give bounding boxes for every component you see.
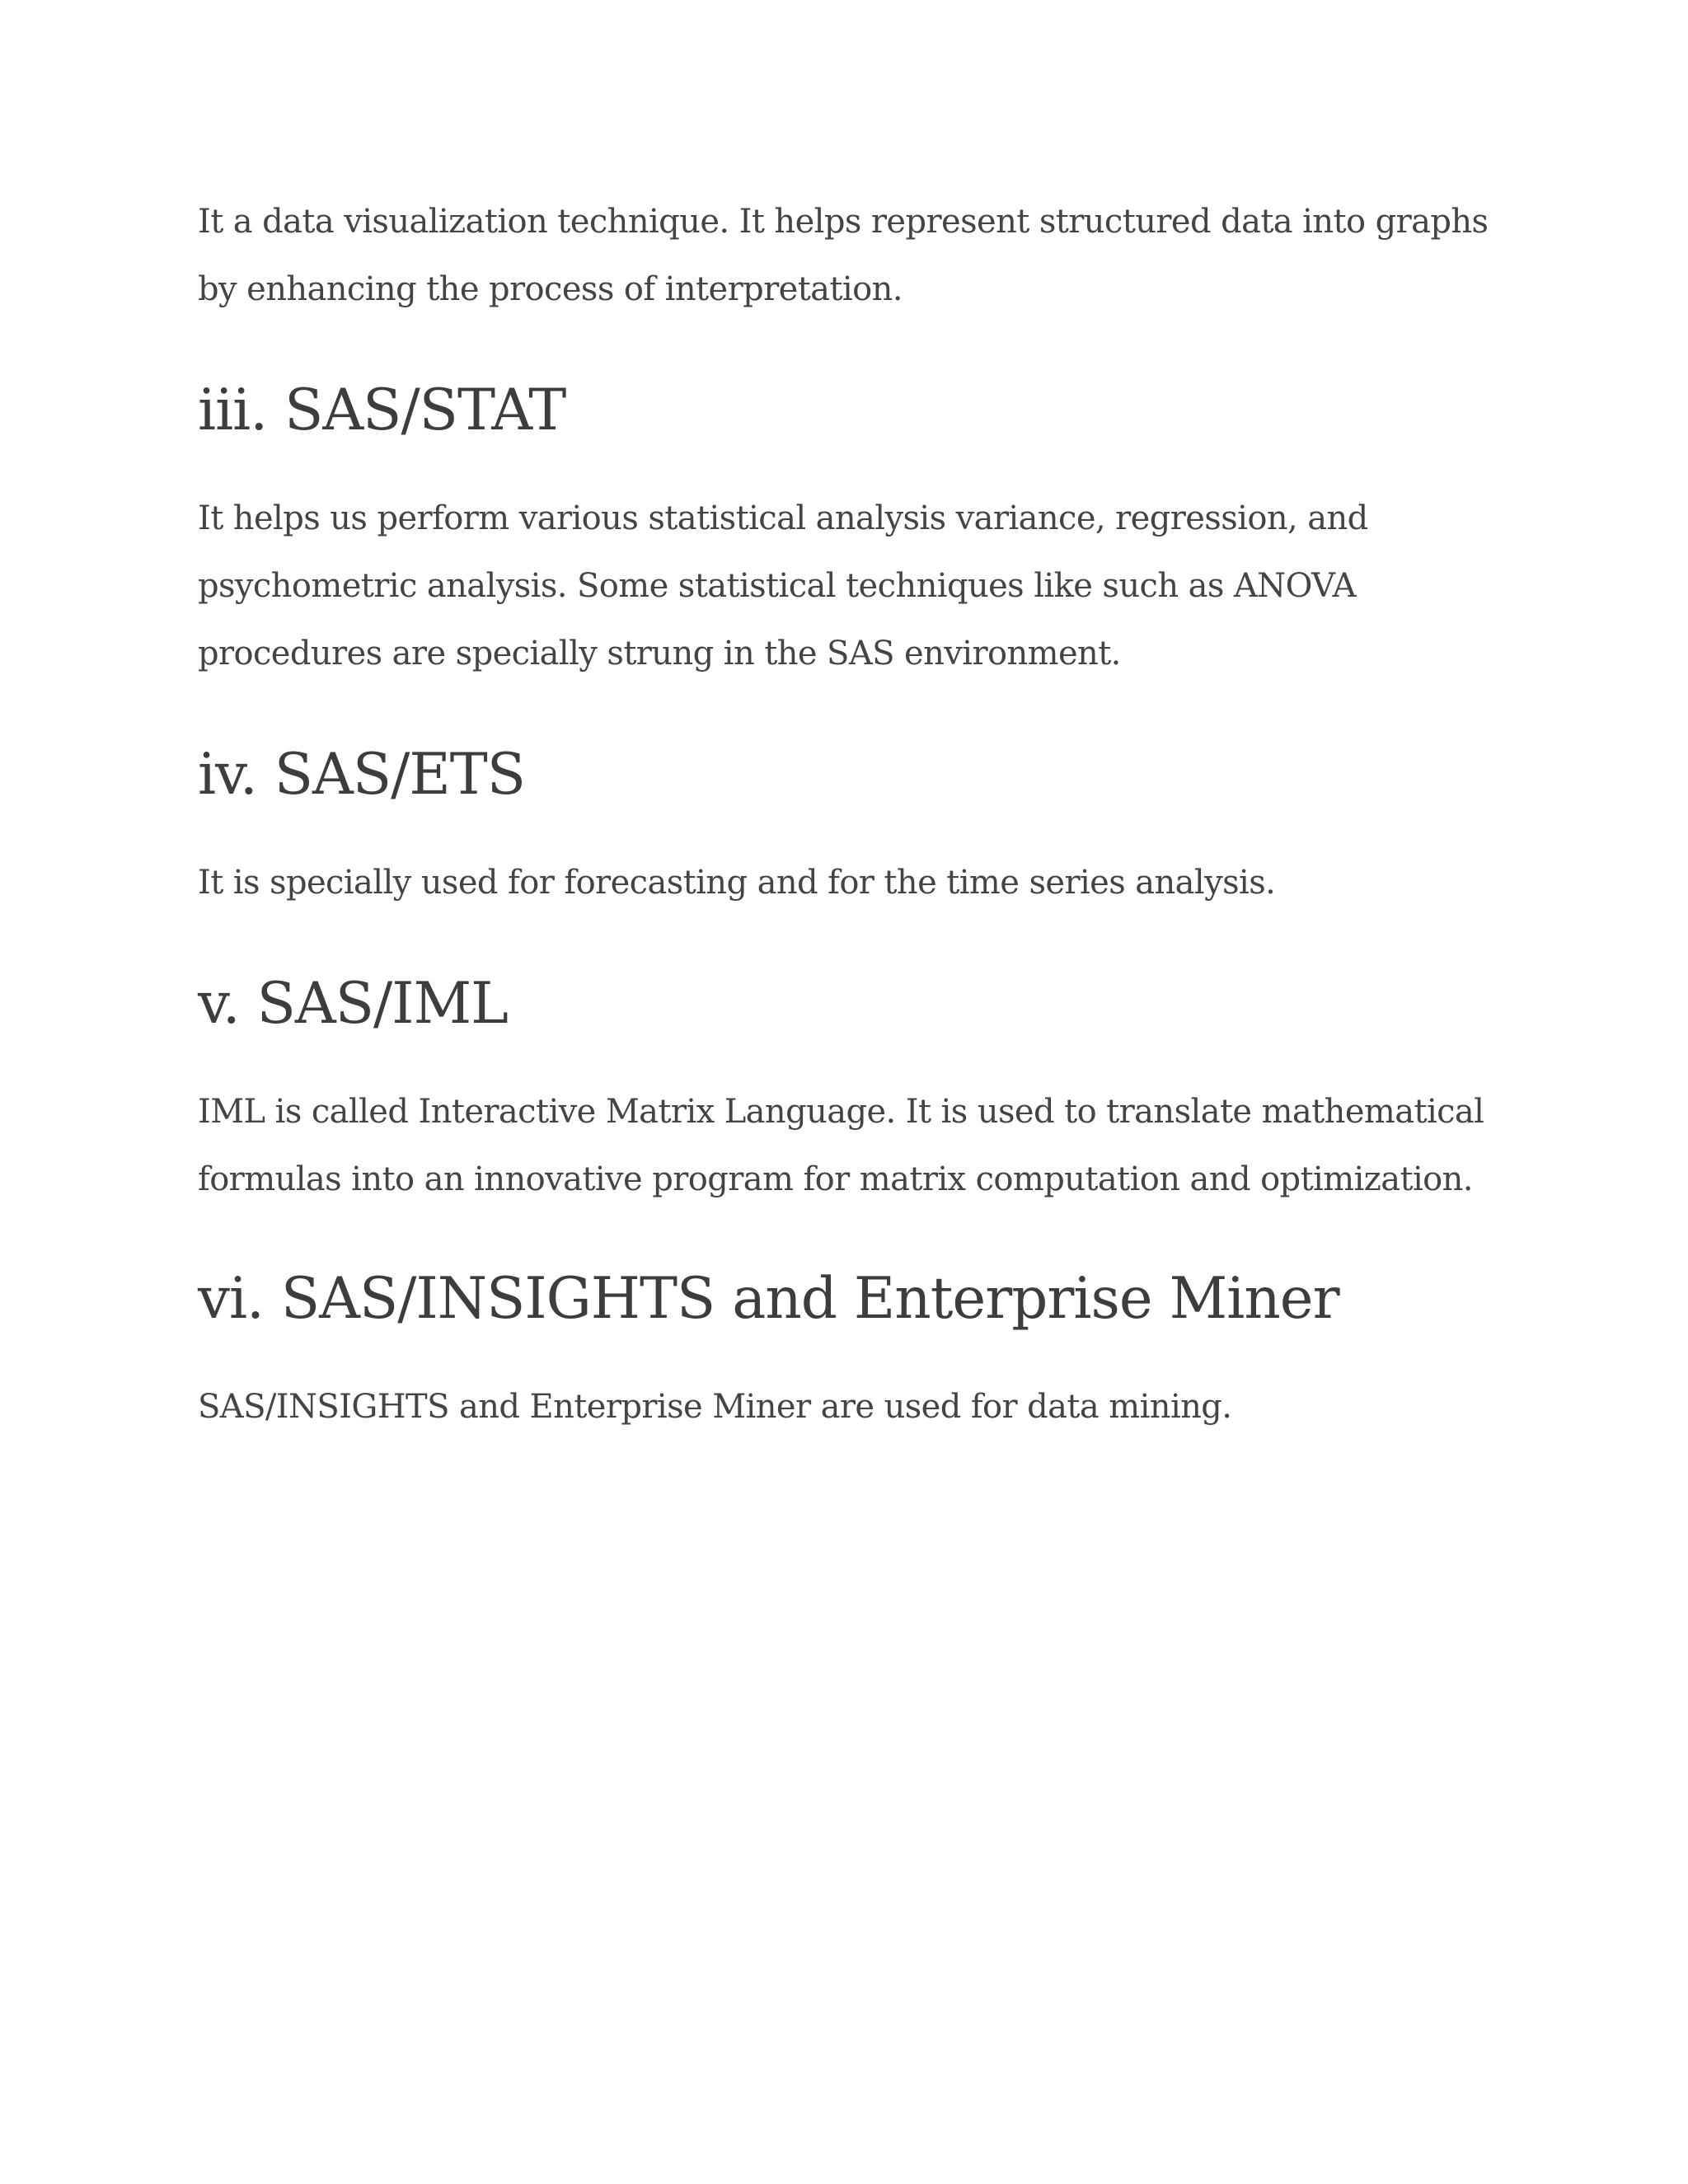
section-heading-sas-insights: vi. SAS/INSIGHTS and Enterprise Miner [198,1266,1339,1332]
section-paragraph-sas-stat: It helps us perform various statistical analysis variance, regression, and psychometric analysis. Some statistical techniques like such as ANOVA procedures are specially strung in the SAS environment. [198,499,1368,673]
section-paragraph-sas-insights: SAS/INSIGHTS and Enterprise Miner are used for data mining. [198,1388,1232,1426]
section-heading-sas-stat: iii. SAS/STAT [198,377,566,443]
intro-paragraph: It a data visualization technique. It helps represent structured data into graphs by enhancing the process of interpretation. [198,203,1489,308]
section-heading-sas-ets: iv. SAS/ETS [198,742,526,808]
section-heading-sas-iml: v. SAS/IML [198,971,509,1037]
document-page [198,188,1517,1441]
section-paragraph-sas-ets: It is specially used for forecasting and for the time series analysis. [198,864,1276,902]
section-paragraph-sas-iml: IML is called Interactive Matrix Language. It is used to translate mathematical formulas into an innovative program for matrix computation and optimization. [198,1093,1484,1198]
